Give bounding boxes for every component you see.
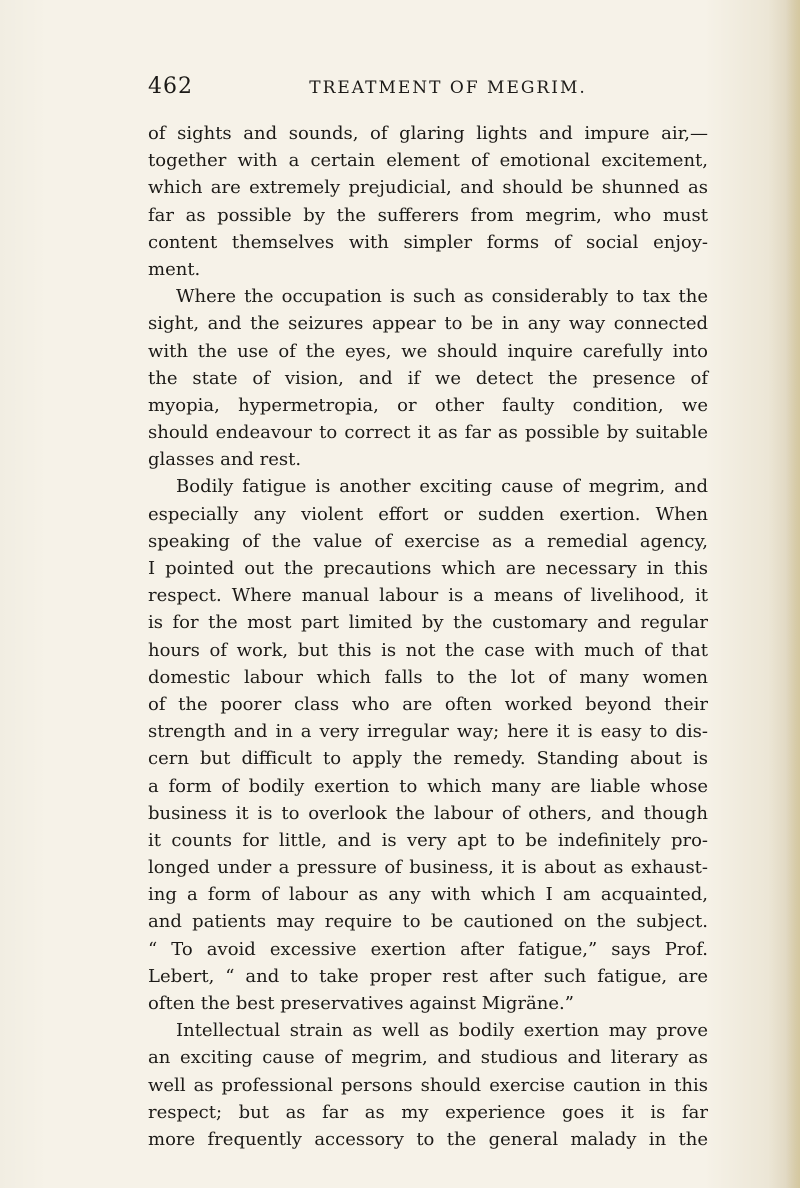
text-line: hours of work, but this is not the case with much of that — [148, 639, 708, 661]
text-line: ment. — [148, 258, 201, 280]
text-line: speaking of the value of exercise as a remedial agency, — [148, 530, 708, 552]
text-line: the state of vision, and if we detect the presence of — [148, 367, 708, 389]
text-line: and patients may require to be cautioned on the subject. — [148, 911, 708, 933]
text-line: an exciting cause of megrim, and studious and literary as — [148, 1047, 708, 1069]
text-line: Intellectual strain as well as bodily exertion may prove — [176, 1020, 708, 1042]
text-line: of sights and sounds, of glaring lights and impure air,— — [148, 123, 708, 144]
paragraph — [148, 473, 708, 1017]
text-line: especially any violent effort or sudden exertion. When — [148, 503, 708, 525]
paragraph — [148, 1017, 708, 1153]
text-line: Bodily fatigue is another exciting cause of megrim, and — [176, 476, 708, 498]
page-number: 462 — [148, 74, 193, 99]
paragraph — [148, 120, 708, 283]
running-head: TREATMENT OF MEGRIM. — [309, 78, 587, 98]
text-line: Lebert, “ and to take proper rest after such fatigue, are — [148, 965, 708, 987]
text-line: domestic labour which falls to the lot of many women — [148, 666, 708, 688]
text-line: together with a certain element of emotional excitement, — [148, 150, 708, 172]
text-line: it counts for little, and is very apt to be indefinitely pro- — [148, 829, 708, 851]
paragraph — [148, 283, 708, 473]
text-line: myopia, hypermetropia, or other faulty condition, we — [148, 394, 708, 416]
text-line: cern but difficult to apply the remedy. Standing about is — [148, 748, 708, 770]
text-line: content themselves with simpler forms of social enjoy- — [148, 231, 708, 253]
text-line: sight, and the seizures appear to be in any way connected — [148, 313, 708, 335]
text-line: glasses and rest. — [148, 449, 302, 471]
text-line: well as professional persons should exercise caution in this — [148, 1074, 708, 1096]
text-line: often the best preservatives against Migräne.” — [148, 993, 574, 1014]
text-line: I pointed out the precautions which are necessary in this — [148, 558, 708, 579]
text-line: strength and in a very irregular way; here it is easy to dis- — [148, 721, 708, 743]
page-edge-shadow — [786, 0, 800, 1188]
text-line: longed under a pressure of business, it is about as exhaust- — [148, 857, 708, 879]
text-line: is for the most part limited by the customary and regular — [148, 612, 708, 634]
text-line: respect; but as far as my experience goes it is far — [148, 1101, 708, 1123]
text-line: business it is to overlook the labour of others, and though — [148, 802, 708, 824]
text-line: “ To avoid excessive exertion after fatigue,” says Prof. — [148, 938, 708, 960]
body-text — [148, 120, 708, 1153]
text-line: of the poorer class who are often worked beyond their — [148, 693, 708, 715]
text-line: with the use of the eyes, we should inquire carefully into — [148, 340, 708, 362]
text-line: ing a form of labour as any with which I am acquainted, — [148, 884, 708, 906]
text-line: far as possible by the sufferers from megrim, who must — [148, 204, 708, 226]
text-line: which are extremely prejudicial, and should be shunned as — [148, 177, 708, 199]
page-header — [148, 74, 708, 104]
text-line: Where the occupation is such as considerably to tax the — [176, 286, 708, 308]
text-line: should endeavour to correct it as far as possible by suitable — [148, 422, 708, 444]
text-line: respect. Where manual labour is a means of livelihood, it — [148, 585, 708, 607]
text-line: more frequently accessory to the general malady in the — [148, 1128, 708, 1150]
text-line: a form of bodily exertion to which many are liable whose — [148, 775, 708, 797]
